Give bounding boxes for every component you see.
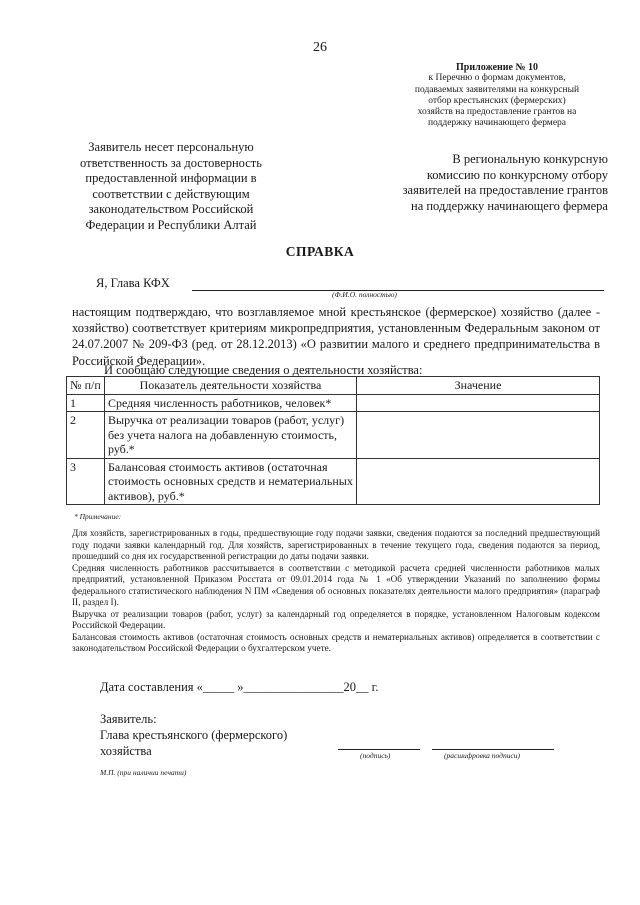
confirmation-text: настоящим подтверждаю, что возглавляемое мной крестьянское (фермерское) хозяйство (далее - хозяйство) соответствует критериям микропредприятия, установленным Федеральным законом от 24.07.2007 № 209-ФЗ (ред. от 28.12.2013) «О развитии малого и среднего предпринимательства в Российской Федерации». — [72, 305, 600, 368]
decoding-caption: (расшифровка подписи) — [444, 751, 521, 760]
notes-block — [72, 528, 600, 655]
appendix-line: поддержку начинающего фермера — [427, 118, 567, 129]
declarant-line — [96, 276, 616, 291]
note-paragraph: Балансовая стоимость активов (остаточная стоимость основных средств и нематериальных активов) определяется в соответствии с законодательством Российской Федерации о бухгалтерском учете. — [72, 631, 600, 653]
signature-line[interactable] — [338, 749, 420, 750]
table-row — [67, 458, 600, 505]
row-num: 2 — [67, 412, 105, 459]
signature-block — [100, 712, 287, 759]
page-number: 26 — [313, 40, 327, 55]
date-line: Дата составления «_____ »________________20__ г. — [100, 680, 379, 694]
liability-line: ответственность за достоверность — [80, 155, 262, 170]
header-indicator: Показатель деятельности хозяйства — [105, 377, 357, 395]
declarant-prefix: Я, Глава КФХ — [96, 276, 170, 290]
intro-line: И сообщаю следующие сведения о деятельности хозяйства: — [104, 363, 423, 377]
farm-label: хозяйства — [100, 743, 152, 758]
stamp-note: М.П. (при наличии печати) — [100, 768, 187, 777]
table-row — [67, 394, 600, 412]
row-num: 1 — [67, 394, 105, 412]
liability-note — [60, 140, 282, 234]
note-paragraph: Средняя численность работников рассчитывается в соответствии с методикой расчета средней численности работников малых предприятий, установленной Приказом Росстата от 09.01.2014 года № 1 «Об утверждении Указаний по заполнению формы федерального статистического наблюдения N ПМ «Сведения об основных показателях деятельности малого предприятия» (параграф II, раздел I). — [72, 562, 600, 607]
appendix-line: подаваемых заявителями на конкурсный — [414, 84, 580, 95]
signature-caption: (подпись) — [360, 751, 391, 760]
fio-caption: (Ф.И.О. полностью) — [332, 290, 397, 299]
row-indicator: Средняя численность работников, человек* — [105, 394, 357, 412]
appendix-line: хозяйств на предоставление грантов на — [417, 107, 577, 118]
liability-line: соответствии с действующим — [92, 186, 250, 201]
fio-input-line[interactable] — [192, 290, 604, 291]
header-num: № п/п — [67, 377, 105, 395]
liability-line: Заявитель несет персональную — [88, 140, 254, 154]
activity-table — [66, 376, 600, 505]
row-indicator: Балансовая стоимость активов (остаточная стоимость основных средств и нематериальных активов), руб.* — [105, 458, 357, 505]
header-value: Значение — [357, 377, 600, 395]
appendix-line: отбор крестьянских (фермерских) — [428, 95, 566, 106]
addressee-line: заявителей на предоставление грантов — [402, 183, 608, 198]
row-value[interactable] — [357, 412, 600, 459]
addressee-line: на поддержку начинающего фермера — [411, 198, 608, 213]
liability-line: законодательством Российской — [88, 202, 254, 217]
appendix-header — [382, 62, 612, 130]
liability-line: предоставленной информации в — [85, 171, 257, 186]
appendix-title: Приложение № 10 — [455, 62, 539, 73]
head-label: Глава крестьянского (фермерского) — [100, 727, 288, 742]
row-num: 3 — [67, 458, 105, 505]
row-indicator: Выручка от реализации товаров (работ, услуг) без учета налога на добавленную стоимость, руб.* — [105, 412, 357, 459]
addressee-block — [350, 152, 608, 214]
footnote-label: * Примечание: — [74, 512, 122, 521]
applicant-label: Заявитель: — [100, 712, 157, 726]
decoding-line[interactable] — [432, 749, 554, 750]
appendix-line: к Перечню о формам документов, — [428, 73, 566, 84]
row-value[interactable] — [357, 458, 600, 505]
table-row — [67, 412, 600, 459]
document-title: СПРАВКА — [285, 244, 355, 259]
addressee-line: комиссию по конкурсному отбору — [426, 167, 608, 182]
liability-line: Федерации и Республики Алтай — [85, 217, 257, 232]
table-header-row — [67, 377, 600, 395]
note-paragraph: Для хозяйств, зарегистрированных в годы, предшествующие году подачи заявки, сведения подаются за последний предшествующий году подачи заявки календарный год. Для хозяйств, зарегистрированных в течение текущего года, сведения подаются за период, прошедший со дня их государственной регистрации до даты подачи заявки. — [72, 528, 600, 561]
addressee-line: В региональную конкурсную — [452, 152, 608, 166]
note-paragraph: Выручка от реализации товаров (работ, услуг) за календарный год определяется в порядке, установленном Налоговым кодексом Российской Федерации. — [72, 608, 600, 630]
row-value[interactable] — [357, 394, 600, 412]
